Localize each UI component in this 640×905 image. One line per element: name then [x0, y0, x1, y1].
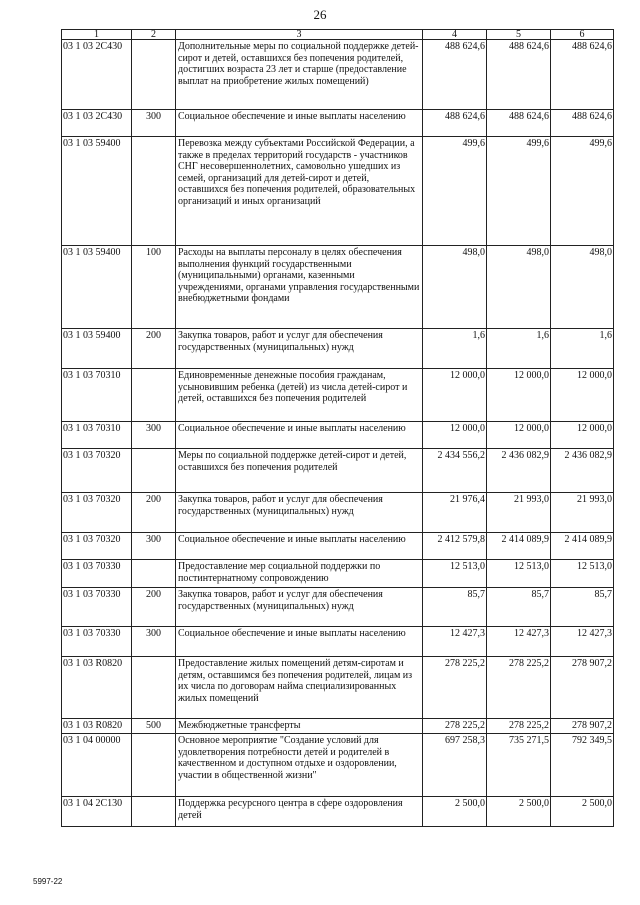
target-article-cell: 03 1 03 59400 — [62, 137, 132, 246]
target-article-cell: 03 1 04 00000 — [62, 734, 132, 797]
table-row — [62, 560, 614, 588]
amount-year1-cell: 697 258,3 — [423, 734, 487, 797]
table-row — [62, 422, 614, 449]
target-article-cell: 03 1 03 70320 — [62, 493, 132, 533]
footer-document-code: 5997-22 — [33, 877, 63, 886]
expense-type-cell: 200 — [132, 588, 176, 627]
item-name-cell: Социальное обеспечение и иные выплаты населению — [176, 533, 423, 560]
target-article-cell: 03 1 03 70320 — [62, 449, 132, 493]
table-row — [62, 40, 614, 110]
amount-year2-cell: 21 993,0 — [487, 493, 551, 533]
target-article-cell: 03 1 03 70330 — [62, 588, 132, 627]
item-name-cell: Дополнительные меры по социальной поддержке детей-сирот и детей, оставшихся без попечения родителей, достигших возраста 23 лет и старше (предоставление выплат на приобретение жилых помещений) — [176, 40, 423, 110]
amount-year1-cell: 488 624,6 — [423, 110, 487, 137]
target-article-cell: 03 1 04 2С130 — [62, 797, 132, 827]
item-name-cell: Социальное обеспечение и иные выплаты населению — [176, 422, 423, 449]
item-name-cell: Расходы на выплаты персоналу в целях обеспечения выполнения функций государственными (муниципальными) органами, казенными учреждениями, органами управления государственными внебюджетными фондами — [176, 246, 423, 329]
amount-year2-cell: 12 427,3 — [487, 627, 551, 657]
amount-year2-cell: 488 624,6 — [487, 40, 551, 110]
table-row — [62, 657, 614, 719]
amount-year1-cell: 2 500,0 — [423, 797, 487, 827]
expense-type-cell — [132, 137, 176, 246]
target-article-cell: 03 1 03 2С430 — [62, 40, 132, 110]
amount-year3-cell: 488 624,6 — [551, 40, 614, 110]
amount-year2-cell: 85,7 — [487, 588, 551, 627]
target-article-cell: 03 1 03 70310 — [62, 369, 132, 422]
item-name-cell: Социальное обеспечение и иные выплаты населению — [176, 110, 423, 137]
item-name-cell: Закупка товаров, работ и услуг для обеспечения государственных (муниципальных) нужд — [176, 493, 423, 533]
target-article-cell: 03 1 03 70310 — [62, 422, 132, 449]
table-row — [62, 533, 614, 560]
expense-type-cell: 200 — [132, 493, 176, 533]
amount-year3-cell: 2 436 082,9 — [551, 449, 614, 493]
table-row — [62, 493, 614, 533]
amount-year1-cell: 2 434 556,2 — [423, 449, 487, 493]
amount-year1-cell: 85,7 — [423, 588, 487, 627]
expense-type-cell: 300 — [132, 533, 176, 560]
column-number: 1 — [62, 30, 132, 40]
amount-year3-cell: 2 500,0 — [551, 797, 614, 827]
item-name-cell: Предоставление мер социальной поддержки по постинтернатному сопровождению — [176, 560, 423, 588]
amount-year1-cell: 499,6 — [423, 137, 487, 246]
amount-year2-cell: 2 436 082,9 — [487, 449, 551, 493]
expense-type-cell — [132, 560, 176, 588]
expense-type-cell — [132, 734, 176, 797]
item-name-cell: Социальное обеспечение и иные выплаты населению — [176, 627, 423, 657]
table-row — [62, 734, 614, 797]
item-name-cell: Предоставление жилых помещений детям-сиротам и детям, оставшимся без попечения родителей, лицам из их числа по договорам найма специализированных жилых помещений — [176, 657, 423, 719]
column-number: 3 — [176, 30, 423, 40]
amount-year3-cell: 792 349,5 — [551, 734, 614, 797]
table-row — [62, 369, 614, 422]
amount-year3-cell: 12 000,0 — [551, 369, 614, 422]
table-row — [62, 719, 614, 734]
amount-year3-cell: 278 907,2 — [551, 719, 614, 734]
amount-year2-cell: 2 500,0 — [487, 797, 551, 827]
amount-year2-cell: 12 513,0 — [487, 560, 551, 588]
amount-year1-cell: 12 513,0 — [423, 560, 487, 588]
amount-year3-cell: 21 993,0 — [551, 493, 614, 533]
amount-year1-cell: 21 976,4 — [423, 493, 487, 533]
target-article-cell: 03 1 03 70320 — [62, 533, 132, 560]
table-row — [62, 110, 614, 137]
amount-year3-cell: 85,7 — [551, 588, 614, 627]
target-article-cell: 03 1 03 70330 — [62, 560, 132, 588]
column-number: 2 — [132, 30, 176, 40]
amount-year1-cell: 498,0 — [423, 246, 487, 329]
expense-type-cell: 100 — [132, 246, 176, 329]
amount-year3-cell: 488 624,6 — [551, 110, 614, 137]
expense-type-cell — [132, 369, 176, 422]
amount-year2-cell: 278 225,2 — [487, 657, 551, 719]
column-number: 5 — [487, 30, 551, 40]
item-name-cell: Закупка товаров, работ и услуг для обеспечения государственных (муниципальных) нужд — [176, 588, 423, 627]
amount-year2-cell: 1,6 — [487, 329, 551, 369]
amount-year2-cell: 488 624,6 — [487, 110, 551, 137]
target-article-cell: 03 1 03 R0820 — [62, 657, 132, 719]
table-row — [62, 627, 614, 657]
table-row — [62, 797, 614, 827]
table-row — [62, 246, 614, 329]
column-number: 6 — [551, 30, 614, 40]
item-name-cell: Перевозка между субъектами Российской Федерации, а также в пределах территорий государств - участников СНГ несовершеннолетних, самовольно ушедших из семей, организаций для детей-сирот и детей, оставшихся без попечения родителей, образовательных организаций и иных организаций — [176, 137, 423, 246]
column-number: 4 — [423, 30, 487, 40]
expense-type-cell — [132, 657, 176, 719]
expense-type-cell: 500 — [132, 719, 176, 734]
amount-year1-cell: 278 225,2 — [423, 657, 487, 719]
table-row — [62, 329, 614, 369]
amount-year2-cell: 735 271,5 — [487, 734, 551, 797]
amount-year1-cell: 1,6 — [423, 329, 487, 369]
table-row — [62, 449, 614, 493]
amount-year2-cell: 498,0 — [487, 246, 551, 329]
amount-year3-cell: 499,6 — [551, 137, 614, 246]
expense-type-cell — [132, 449, 176, 493]
item-name-cell: Основное мероприятие "Создание условий для удовлетворения потребности детей и родителей в качественном и доступном отдыхе и оздоровлении, участии в общественной жизни" — [176, 734, 423, 797]
amount-year2-cell: 12 000,0 — [487, 422, 551, 449]
expense-type-cell: 300 — [132, 627, 176, 657]
expense-type-cell: 300 — [132, 110, 176, 137]
table-row — [62, 588, 614, 627]
amount-year2-cell: 499,6 — [487, 137, 551, 246]
amount-year1-cell: 12 427,3 — [423, 627, 487, 657]
item-name-cell: Меры по социальной поддержке детей-сирот и детей, оставшихся без попечения родителей — [176, 449, 423, 493]
amount-year3-cell: 2 414 089,9 — [551, 533, 614, 560]
amount-year2-cell: 12 000,0 — [487, 369, 551, 422]
amount-year3-cell: 498,0 — [551, 246, 614, 329]
budget-table — [61, 29, 614, 827]
item-name-cell: Поддержка ресурсного центра в сфере оздоровления детей — [176, 797, 423, 827]
item-name-cell: Закупка товаров, работ и услуг для обеспечения государственных (муниципальных) нужд — [176, 329, 423, 369]
amount-year1-cell: 488 624,6 — [423, 40, 487, 110]
target-article-cell: 03 1 03 59400 — [62, 246, 132, 329]
amount-year1-cell: 12 000,0 — [423, 422, 487, 449]
item-name-cell: Единовременные денежные пособия гражданам, усыновившим ребенка (детей) из числа детей-сирот и детей, оставшихся без попечения родителей — [176, 369, 423, 422]
target-article-cell: 03 1 03 59400 — [62, 329, 132, 369]
amount-year1-cell: 2 412 579,8 — [423, 533, 487, 560]
amount-year2-cell: 2 414 089,9 — [487, 533, 551, 560]
amount-year3-cell: 12 427,3 — [551, 627, 614, 657]
expense-type-cell: 200 — [132, 329, 176, 369]
amount-year3-cell: 12 513,0 — [551, 560, 614, 588]
target-article-cell: 03 1 03 70330 — [62, 627, 132, 657]
table-row — [62, 137, 614, 246]
expense-type-cell — [132, 40, 176, 110]
column-number-row — [62, 30, 614, 40]
expense-type-cell: 300 — [132, 422, 176, 449]
target-article-cell: 03 1 03 R0820 — [62, 719, 132, 734]
amount-year1-cell: 278 225,2 — [423, 719, 487, 734]
page-number: 26 — [313, 7, 327, 22]
amount-year3-cell: 12 000,0 — [551, 422, 614, 449]
expense-type-cell — [132, 797, 176, 827]
amount-year3-cell: 278 907,2 — [551, 657, 614, 719]
amount-year2-cell: 278 225,2 — [487, 719, 551, 734]
amount-year1-cell: 12 000,0 — [423, 369, 487, 422]
item-name-cell: Межбюджетные трансферты — [176, 719, 423, 734]
target-article-cell: 03 1 03 2С430 — [62, 110, 132, 137]
amount-year3-cell: 1,6 — [551, 329, 614, 369]
